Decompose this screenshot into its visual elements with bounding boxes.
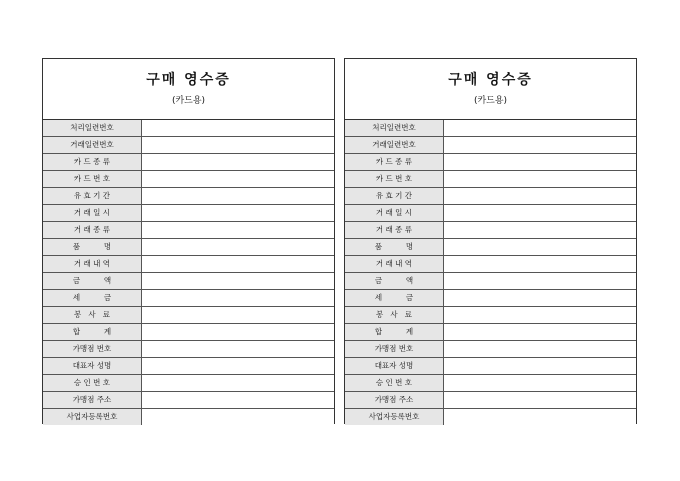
field-label: 봉 사 료 <box>43 307 142 323</box>
table-row <box>43 188 334 205</box>
field-label: 세 금 <box>43 290 142 306</box>
table-row <box>43 256 334 273</box>
table-row <box>43 409 334 425</box>
field-value-cell[interactable] <box>444 222 636 238</box>
field-value-cell[interactable] <box>142 392 334 408</box>
field-label: 대표자 성명 <box>43 358 142 374</box>
field-value-cell[interactable] <box>444 273 636 289</box>
field-label: 거래일련번호 <box>345 137 444 153</box>
field-label: 사업자등록번호 <box>345 409 444 425</box>
field-value-cell[interactable] <box>142 341 334 357</box>
field-label: 거 래 내 역 <box>43 256 142 272</box>
table-row <box>345 409 636 425</box>
table-row <box>345 358 636 375</box>
field-value-cell[interactable] <box>142 273 334 289</box>
field-label: 가맹점 번호 <box>43 341 142 357</box>
field-label: 거 래 일 시 <box>43 205 142 221</box>
receipt-fields <box>43 120 334 425</box>
field-label: 카 드 번 호 <box>43 171 142 187</box>
field-value-cell[interactable] <box>444 137 636 153</box>
field-value-cell[interactable] <box>142 375 334 391</box>
field-value-cell[interactable] <box>444 290 636 306</box>
field-label: 카 드 번 호 <box>345 171 444 187</box>
table-row <box>345 188 636 205</box>
table-row <box>345 290 636 307</box>
table-row <box>43 120 334 137</box>
field-value-cell[interactable] <box>444 341 636 357</box>
table-row <box>345 154 636 171</box>
field-label: 품 명 <box>345 239 444 255</box>
field-value-cell[interactable] <box>444 205 636 221</box>
field-label: 가맹점 번호 <box>345 341 444 357</box>
field-value-cell[interactable] <box>444 324 636 340</box>
table-row <box>43 307 334 324</box>
field-label: 거 래 내 역 <box>345 256 444 272</box>
table-row <box>43 273 334 290</box>
table-row <box>345 341 636 358</box>
field-label: 봉 사 료 <box>345 307 444 323</box>
field-label: 금 액 <box>43 273 142 289</box>
table-row <box>43 358 334 375</box>
field-label: 가맹점 주소 <box>43 392 142 408</box>
field-value-cell[interactable] <box>142 222 334 238</box>
field-label: 처리일련번호 <box>345 120 444 136</box>
receipt-right <box>344 58 637 424</box>
field-value-cell[interactable] <box>142 307 334 323</box>
field-label: 금 액 <box>345 273 444 289</box>
field-label: 거 래 종 류 <box>43 222 142 238</box>
table-row <box>43 341 334 358</box>
field-label: 세 금 <box>345 290 444 306</box>
table-row <box>345 273 636 290</box>
field-value-cell[interactable] <box>142 358 334 374</box>
table-row <box>345 137 636 154</box>
field-label: 유 효 기 간 <box>345 188 444 204</box>
field-value-cell[interactable] <box>444 307 636 323</box>
table-row <box>345 256 636 273</box>
table-row <box>345 324 636 341</box>
receipt-subtitle: (카드용) <box>473 96 508 106</box>
field-value-cell[interactable] <box>444 171 636 187</box>
table-row <box>345 171 636 188</box>
field-label: 승 인 번 호 <box>345 375 444 391</box>
receipt-header <box>43 59 334 120</box>
field-value-cell[interactable] <box>142 137 334 153</box>
field-value-cell[interactable] <box>142 409 334 425</box>
field-value-cell[interactable] <box>444 256 636 272</box>
table-row <box>43 324 334 341</box>
field-label: 합 계 <box>43 324 142 340</box>
table-row <box>43 392 334 409</box>
table-row <box>345 239 636 256</box>
field-label: 거 래 종 류 <box>345 222 444 238</box>
table-row <box>43 222 334 239</box>
table-row <box>345 205 636 222</box>
receipt-left <box>42 58 335 424</box>
table-row <box>345 392 636 409</box>
field-label: 합 계 <box>345 324 444 340</box>
field-label: 거래일련번호 <box>43 137 142 153</box>
table-row <box>43 205 334 222</box>
table-row <box>43 154 334 171</box>
field-value-cell[interactable] <box>142 324 334 340</box>
table-row <box>43 171 334 188</box>
field-value-cell[interactable] <box>444 120 636 136</box>
field-value-cell[interactable] <box>142 256 334 272</box>
field-label: 품 명 <box>43 239 142 255</box>
field-value-cell[interactable] <box>444 188 636 204</box>
field-value-cell[interactable] <box>142 154 334 170</box>
field-label: 처리일련번호 <box>43 120 142 136</box>
field-label: 유 효 기 간 <box>43 188 142 204</box>
field-label: 카 드 종 류 <box>345 154 444 170</box>
table-row <box>43 239 334 256</box>
receipt-fields <box>345 120 636 425</box>
field-value-cell[interactable] <box>142 188 334 204</box>
field-value-cell[interactable] <box>444 392 636 408</box>
table-row <box>43 137 334 154</box>
field-label: 대표자 성명 <box>345 358 444 374</box>
field-label: 카 드 종 류 <box>43 154 142 170</box>
field-label: 거 래 일 시 <box>345 205 444 221</box>
field-value-cell[interactable] <box>142 171 334 187</box>
table-row <box>345 222 636 239</box>
field-value-cell[interactable] <box>444 154 636 170</box>
field-value-cell[interactable] <box>444 409 636 425</box>
field-value-cell[interactable] <box>142 290 334 306</box>
receipt-title: 구매 영수증 <box>146 72 231 88</box>
table-row <box>345 375 636 392</box>
receipt-subtitle: (카드용) <box>171 96 206 106</box>
field-value-cell[interactable] <box>142 239 334 255</box>
receipt-header <box>345 59 636 120</box>
field-value-cell[interactable] <box>444 358 636 374</box>
table-row <box>43 375 334 392</box>
table-row <box>43 290 334 307</box>
field-value-cell[interactable] <box>444 375 636 391</box>
field-label: 사업자등록번호 <box>43 409 142 425</box>
table-row <box>345 120 636 137</box>
field-value-cell[interactable] <box>444 239 636 255</box>
field-label: 가맹점 주소 <box>345 392 444 408</box>
field-label: 승 인 번 호 <box>43 375 142 391</box>
receipt-title: 구매 영수증 <box>448 72 533 88</box>
table-row <box>345 307 636 324</box>
field-value-cell[interactable] <box>142 205 334 221</box>
field-value-cell[interactable] <box>142 120 334 136</box>
